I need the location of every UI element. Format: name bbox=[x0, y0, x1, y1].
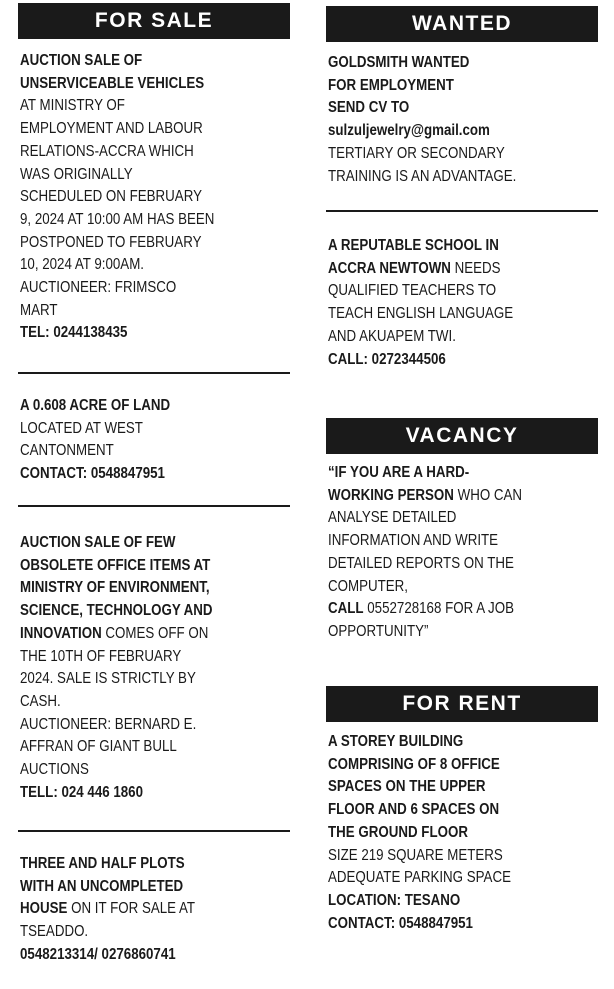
ad-text-bold: GOLDSMITH WANTED bbox=[328, 54, 470, 71]
ad-text: WAS ORIGINALLY bbox=[20, 165, 133, 183]
section-header-for-rent: FOR RENT bbox=[326, 686, 598, 722]
ad-text-bold: OBSOLETE OFFICE ITEMS AT bbox=[20, 556, 211, 574]
ad-line bbox=[20, 118, 288, 141]
ad-line bbox=[20, 322, 288, 345]
ad-line bbox=[328, 507, 596, 530]
ad-line bbox=[328, 52, 596, 75]
ad-line bbox=[20, 623, 288, 646]
ad-text-bold: THREE AND HALF PLOTS bbox=[20, 855, 185, 872]
ad-line bbox=[328, 280, 596, 303]
ad-text: TEACH ENGLISH LANGUAGE bbox=[328, 305, 514, 323]
ad-text: LOCATED AT WEST bbox=[20, 419, 143, 437]
ad-line bbox=[20, 759, 288, 782]
ad-line bbox=[328, 143, 596, 166]
ad-line bbox=[20, 691, 288, 714]
ad-text-bold: CALL: 0272344506 bbox=[328, 350, 446, 368]
divider-rule bbox=[326, 210, 598, 212]
ad-text-bold: A STOREY BUILDING bbox=[328, 733, 464, 750]
ad-line bbox=[328, 867, 596, 890]
ad-line bbox=[328, 97, 596, 120]
ad-line bbox=[328, 890, 596, 913]
ad-line bbox=[328, 576, 596, 599]
ad-line bbox=[20, 782, 288, 805]
ad-text-bold: 0548213314/ 0276860741 bbox=[20, 945, 176, 963]
section-header-vacancy: VACANCY bbox=[326, 418, 598, 454]
ad-line bbox=[20, 254, 288, 277]
ad-line bbox=[328, 731, 596, 754]
classified-ad bbox=[20, 50, 288, 345]
ad-line bbox=[20, 921, 288, 944]
ad-line bbox=[328, 754, 596, 777]
ad-text: CANTONMENT bbox=[20, 442, 114, 460]
ad-line bbox=[328, 120, 596, 143]
ad-text: 0552728168 FOR A JOB bbox=[363, 600, 514, 618]
ad-text: TRAINING IS AN ADVANTAGE. bbox=[328, 167, 517, 185]
ad-line bbox=[20, 463, 288, 486]
ad-text: OPPORTUNITY” bbox=[328, 622, 429, 640]
ad-text-bold: A 0.608 ACRE OF LAND bbox=[20, 397, 171, 414]
ad-text: ON IT FOR SALE AT bbox=[67, 900, 196, 918]
ad-text-bold: WITH AN UNCOMPLETED bbox=[20, 877, 184, 895]
ad-text: 10, 2024 AT 9:00AM. bbox=[20, 256, 145, 274]
ad-text-bold: AUCTION SALE OF bbox=[20, 52, 143, 69]
ad-text: DETAILED REPORTS ON THE bbox=[328, 554, 514, 572]
divider-rule bbox=[18, 505, 290, 507]
ad-line bbox=[20, 853, 288, 876]
ad-text-bold: SPACES ON THE UPPER bbox=[328, 778, 486, 796]
ad-line bbox=[328, 462, 596, 485]
ad-text-bold: CALL bbox=[328, 600, 364, 618]
ad-line bbox=[328, 303, 596, 326]
ad-text: WHO CAN bbox=[453, 486, 523, 504]
ad-line bbox=[20, 395, 288, 418]
ad-text: AUCTIONEER: BERNARD E. bbox=[20, 715, 197, 733]
ad-line bbox=[20, 141, 288, 164]
ad-line bbox=[328, 799, 596, 822]
ad-line bbox=[328, 913, 596, 936]
ad-text: ANALYSE DETAILED bbox=[328, 509, 457, 527]
ad-text: AUCTIONS bbox=[20, 761, 89, 779]
classified-ad bbox=[20, 853, 288, 967]
ad-text: AT MINISTRY OF bbox=[20, 97, 125, 115]
ad-line bbox=[20, 95, 288, 118]
ad-text-bold: MINISTRY OF ENVIRONMENT, bbox=[20, 579, 210, 597]
ad-line bbox=[328, 349, 596, 372]
ad-text-bold: UNSERVICEABLE VEHICLES bbox=[20, 74, 205, 92]
ad-line bbox=[20, 555, 288, 578]
ad-line bbox=[20, 73, 288, 96]
ad-text: SCHEDULED ON FEBRUARY bbox=[20, 188, 202, 206]
ad-text-bold: TELL: 024 446 1860 bbox=[20, 783, 144, 801]
ad-text-bold: FOR EMPLOYMENT bbox=[328, 76, 454, 94]
ad-line bbox=[328, 530, 596, 553]
ad-text-bold: COMPRISING OF 8 OFFICE bbox=[328, 755, 500, 773]
classified-ad bbox=[328, 52, 596, 188]
ad-line bbox=[328, 75, 596, 98]
ad-line bbox=[328, 621, 596, 644]
ad-line bbox=[20, 50, 288, 73]
ad-text: QUALIFIED TEACHERS TO bbox=[328, 282, 497, 300]
ad-text: THE 10TH OF FEBRUARY bbox=[20, 647, 182, 665]
section-header-for-sale: FOR SALE bbox=[18, 3, 290, 39]
ad-text-bold: “IF YOU ARE A HARD- bbox=[328, 464, 470, 481]
ad-text: EMPLOYMENT AND LABOUR bbox=[20, 120, 203, 138]
ad-text: AFFRAN OF GIANT BULL bbox=[20, 738, 177, 756]
ad-text-bold: CONTACT: 0548847951 bbox=[20, 465, 165, 483]
ad-text-bold: SCIENCE, TECHNOLOGY AND bbox=[20, 602, 213, 620]
divider-rule bbox=[18, 830, 290, 832]
ad-text: CASH. bbox=[20, 692, 61, 710]
ad-text-bold: ACCRA NEWTOWN bbox=[328, 259, 451, 277]
ad-line bbox=[20, 736, 288, 759]
ad-text-bold: INNOVATION bbox=[20, 624, 102, 642]
ad-text-bold: SEND CV TO bbox=[328, 99, 410, 117]
ad-text: COMPUTER, bbox=[328, 577, 408, 595]
ad-text-bold: HOUSE bbox=[20, 900, 68, 918]
ad-line bbox=[20, 577, 288, 600]
ad-text-bold: A REPUTABLE SCHOOL IN bbox=[328, 237, 499, 254]
ad-line bbox=[20, 876, 288, 899]
ad-line bbox=[20, 300, 288, 323]
ad-text-bold: TEL: 0244138435 bbox=[20, 324, 128, 342]
ad-line bbox=[328, 776, 596, 799]
ad-text: TERTIARY OR SECONDARY bbox=[328, 144, 505, 162]
ad-line bbox=[328, 235, 596, 258]
ad-line bbox=[20, 532, 288, 555]
ad-text: AUCTIONEER: FRIMSCO bbox=[20, 279, 177, 297]
ad-text: SIZE 219 SQUARE METERS bbox=[328, 846, 503, 864]
classified-ad bbox=[20, 395, 288, 486]
ad-text-bold: WORKING PERSON bbox=[328, 486, 454, 504]
ad-text-bold: sulzuljewelry@gmail.com bbox=[328, 122, 490, 140]
ad-text: ADEQUATE PARKING SPACE bbox=[328, 869, 511, 887]
ad-line bbox=[20, 209, 288, 232]
ad-text: NEEDS bbox=[450, 259, 501, 277]
ad-line bbox=[20, 944, 288, 967]
classified-ad bbox=[20, 532, 288, 804]
ad-line bbox=[20, 440, 288, 463]
ad-text-bold: AUCTION SALE OF FEW bbox=[20, 534, 176, 551]
classified-ad bbox=[328, 731, 596, 935]
ad-line bbox=[20, 186, 288, 209]
ad-text: 2024. SALE IS STRICTLY BY bbox=[20, 670, 196, 688]
ad-line bbox=[20, 898, 288, 921]
ad-line bbox=[20, 277, 288, 300]
ad-line bbox=[328, 485, 596, 508]
ad-line bbox=[328, 845, 596, 868]
ad-line bbox=[20, 646, 288, 669]
ad-line bbox=[20, 714, 288, 737]
ad-line bbox=[20, 232, 288, 255]
ad-text: AND AKUAPEM TWI. bbox=[328, 327, 456, 345]
ad-line bbox=[20, 600, 288, 623]
classified-ad bbox=[328, 462, 596, 644]
ad-text: COMES OFF ON bbox=[101, 624, 209, 642]
divider-rule bbox=[18, 372, 290, 374]
ad-line bbox=[328, 598, 596, 621]
ad-line bbox=[20, 164, 288, 187]
ad-text-bold: FLOOR AND 6 SPACES ON bbox=[328, 801, 500, 819]
ad-text-bold: CONTACT: 0548847951 bbox=[328, 914, 473, 932]
ad-text-bold: LOCATION: TESANO bbox=[328, 891, 461, 909]
section-header-wanted: WANTED bbox=[326, 6, 598, 42]
classified-ad bbox=[328, 235, 596, 371]
ad-text: RELATIONS-ACCRA WHICH bbox=[20, 142, 194, 160]
ad-text: TSEADDO. bbox=[20, 923, 89, 941]
ad-text: 9, 2024 AT 10:00 AM HAS BEEN bbox=[20, 210, 215, 228]
ad-text: MART bbox=[20, 301, 58, 319]
ad-line bbox=[328, 822, 596, 845]
ad-line bbox=[328, 258, 596, 281]
ad-line bbox=[20, 668, 288, 691]
ad-text: INFORMATION AND WRITE bbox=[328, 532, 499, 550]
ad-text-bold: THE GROUND FLOOR bbox=[328, 823, 468, 841]
ad-text: POSTPONED TO FEBRUARY bbox=[20, 233, 202, 251]
ad-line bbox=[328, 553, 596, 576]
ad-line bbox=[328, 326, 596, 349]
ad-line bbox=[328, 166, 596, 189]
ad-line bbox=[20, 418, 288, 441]
